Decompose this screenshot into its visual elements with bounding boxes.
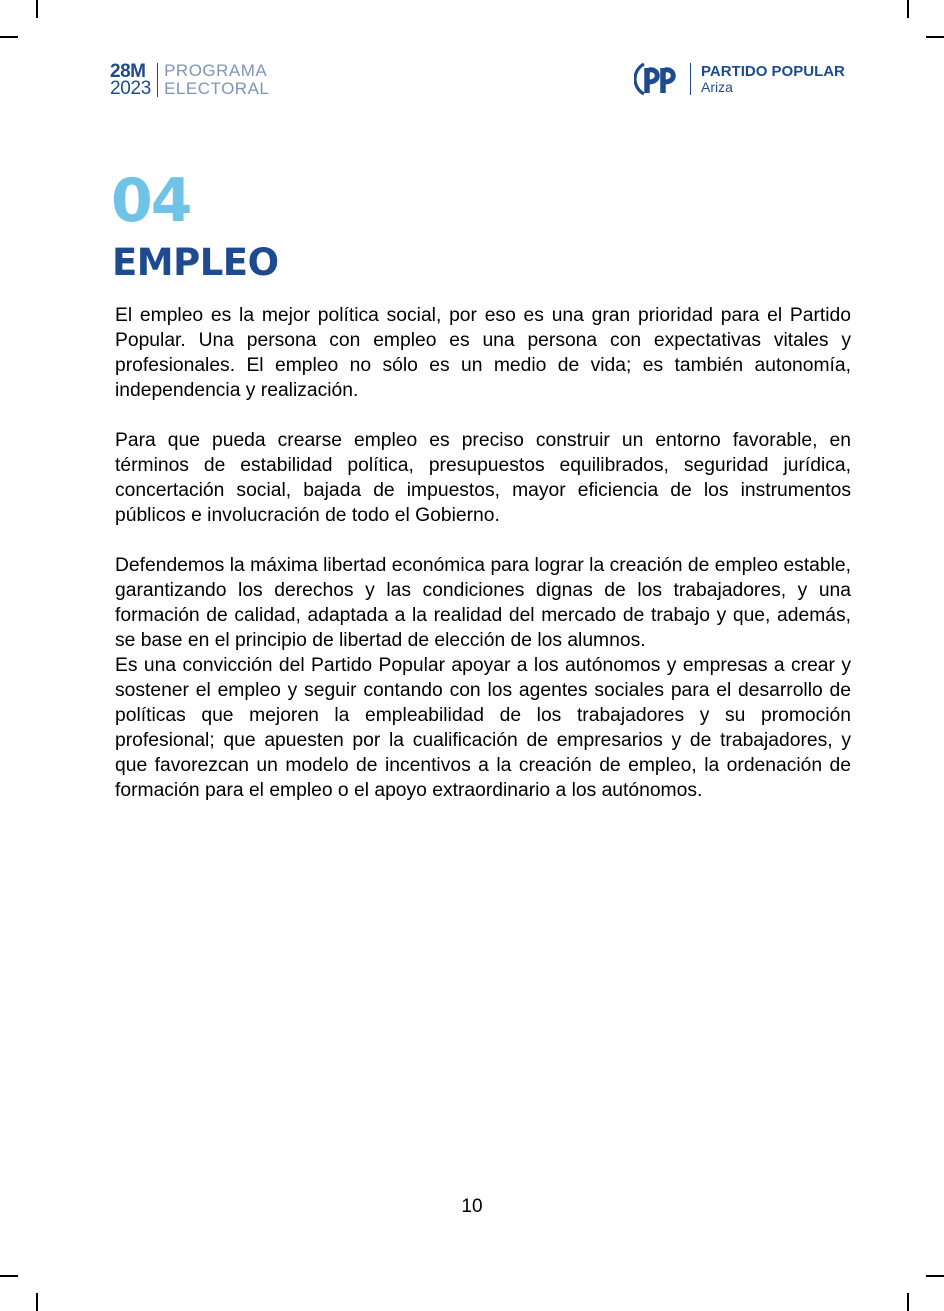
crop-mark-bottom-left-vertical xyxy=(36,1293,38,1311)
election-program-brand xyxy=(110,62,269,98)
section-title: EMPLEO xyxy=(112,241,279,284)
section-number: 04 xyxy=(111,166,191,236)
brand-divider xyxy=(157,63,158,97)
paragraph: Defendemos la máxima libertad económica para lograr la creación de empleo estable, garantizando los derechos y las condiciones dignas de los trabajadores, y una formación de calidad, adaptada a la realidad del mercado de trabajo y que, además, se base en el principio de libertad de elección de los alumnos. xyxy=(115,555,851,651)
paragraph: Para que pueda crearse empleo es preciso construir un entorno favorable, en términos de estabilidad política, presupuestos equilibrados, seguridad jurídica, concertación social, bajada de impuestos, mayor eficiencia de los instrumentos públicos e involucración de todo el Gobierno. xyxy=(115,430,851,526)
election-date-mark xyxy=(110,63,151,97)
election-year: 2023 xyxy=(110,78,152,99)
paragraph: El empleo es la mejor política social, por eso es una gran prioridad para el Partido Popular. Una persona con empleo es una persona con expectativas vitales y profesionales. El empleo no sólo es un medio de vida; es también autonomía, independencia y realización. xyxy=(115,305,851,401)
party-divider xyxy=(690,63,691,95)
page-number: 10 xyxy=(461,1196,483,1217)
program-line-1: PROGRAMA xyxy=(164,61,268,80)
party-town: Ariza xyxy=(701,79,733,95)
crop-mark-bottom-left-horizontal xyxy=(0,1275,18,1277)
crop-mark-top-left-horizontal xyxy=(0,36,18,38)
body-text xyxy=(115,303,851,803)
crop-mark-top-left-vertical xyxy=(36,0,38,18)
party-name: PARTIDO POPULAR xyxy=(701,63,845,80)
paragraph: Es una convicción del Partido Popular apoyar a los autónomos y empresas a crear y sostener el empleo y seguir contando con los agentes sociales para el desarrollo de políticas que mejoren la empleabilidad de los trabajadores y su promoción profesional; que apuesten por la cualificación de empresarios y de trabajadores, y que favorezcan un modelo de incentivos a la creación de empleo, la ordenación de formación para el empleo o el apoyo extraordinario a los autónomos. xyxy=(115,655,851,801)
election-date-top: 28M xyxy=(110,61,146,82)
crop-mark-bottom-right-vertical xyxy=(907,1293,909,1311)
program-label xyxy=(164,62,269,98)
party-brand xyxy=(634,60,845,98)
crop-mark-top-right-horizontal xyxy=(926,36,944,38)
party-label xyxy=(701,63,845,95)
crop-mark-bottom-right-horizontal xyxy=(926,1275,944,1277)
program-line-2: ELECTORAL xyxy=(164,79,270,98)
pp-logo-icon xyxy=(634,60,684,98)
crop-mark-top-right-vertical xyxy=(907,0,909,18)
